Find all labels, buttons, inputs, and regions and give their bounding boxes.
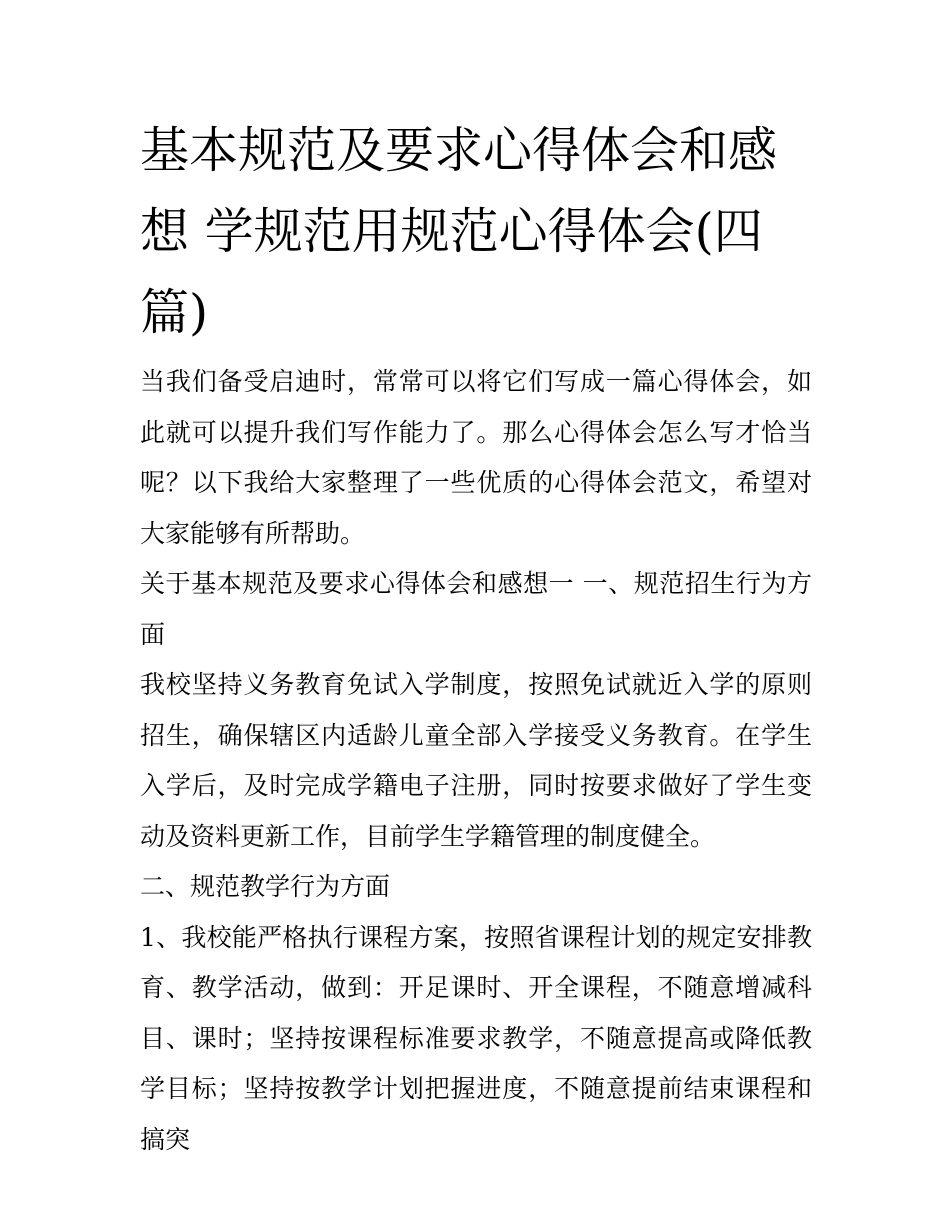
paragraph-section-heading-2: 二、规范教学行为方面 <box>140 872 391 901</box>
document-page <box>140 110 812 1165</box>
paragraph-intro: 当我们备受启迪时，常常可以将它们写成一篇心得体会，如此就可以提升我们写作能力了。那么心得体会怎么写才恰当呢？以下我给大家整理了一些优质的心得体会范文，希望对大家能够有所帮助。 <box>140 367 812 548</box>
paragraph-section-heading-1: 关于基本规范及要求心得体会和感想一 一、规范招生行为方面 <box>140 569 812 649</box>
document-title: 基本规范及要求心得体会和感想 学规范用规范心得体会(四篇) <box>140 122 778 341</box>
paragraph-curriculum: 1、我校能严格执行课程方案，按照省课程计划的规定安排教育、教学活动，做到：开足课时、开全课程，不随意增减科目、课时；坚持按课程标准要求教学，不随意提高或降低教学目标；坚持按教学计划把握进度，不随意提前结束课程和搞突 <box>140 922 812 1154</box>
paragraph-enrollment: 我校坚持义务教育免试入学制度，按照免试就近入学的原则招生，确保辖区内适龄儿童全部入学接受义务教育。在学生入学后，及时完成学籍电子注册，同时按要求做好了学生变动及资料更新工作，目前学生学籍管理的制度健全。 <box>140 670 812 851</box>
